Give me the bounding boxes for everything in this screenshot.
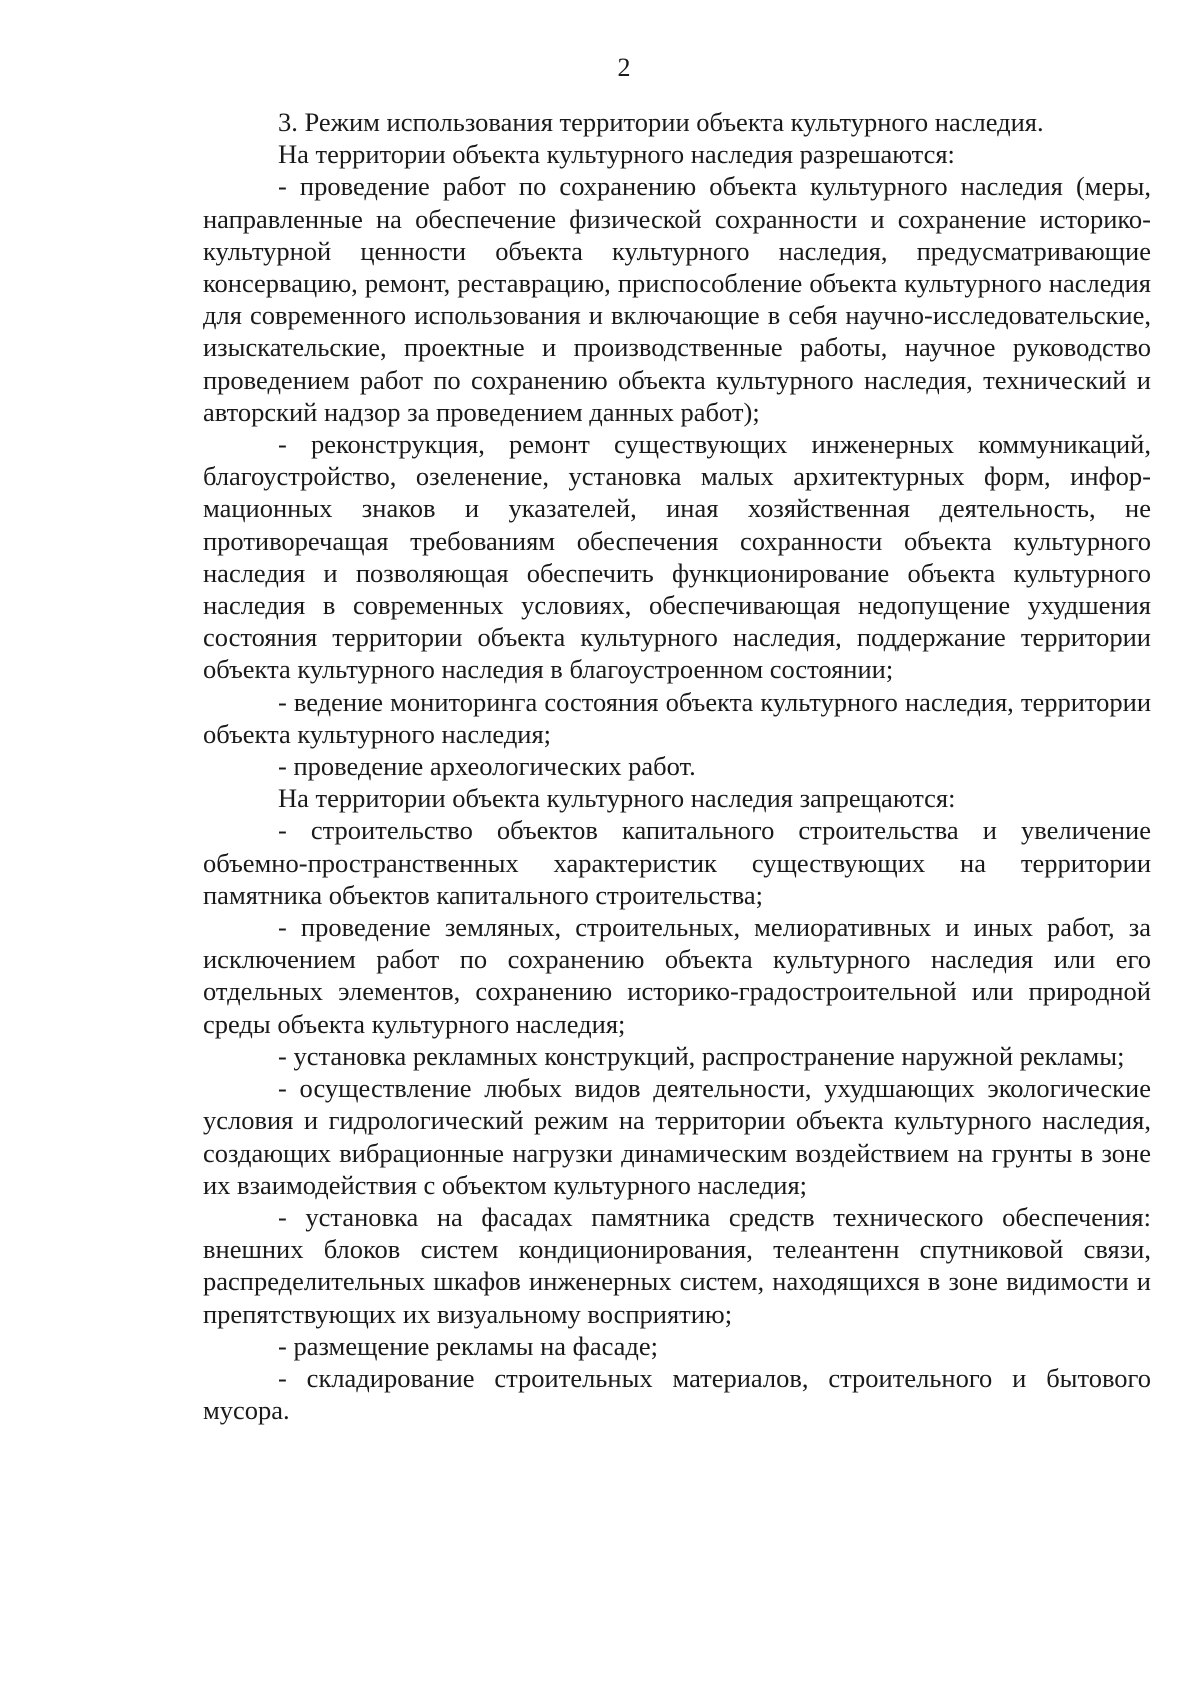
- prohibited-item: - установка на фасадах памятника средств технического обеспечения: внешних блоков систем кондиционирования, телеантенн спутниковой связи, распределительных шкафов инженерных систем, находящихся в зоне видимости и препятствующих их визуальному восприятию;: [203, 1201, 1151, 1329]
- permitted-item: - реконструкция, ремонт существующих инженерных коммуникаций, благоустройство, озеленение, установка малых архитектурных форм, информационных знаков и указателей, иная хозяйственная деятельность, не противоречащая требованиям обеспечения сохранности объекта культурного наследия и позволяющая обеспечить функционирование объекта культурного наследия в современных условиях, обеспечивающая недопущение ухудшения состояния территории объекта культурного наследия, поддержание территории объекта культурного наследия в благоустроенном состоянии;: [203, 429, 1151, 685]
- prohibited-item: - установка рекламных конструкций, распространение наружной рекламы;: [278, 1040, 1125, 1071]
- document-body: [203, 106, 1151, 1426]
- permitted-item: - проведение работ по сохранению объекта культурного наследия (меры, направленные на обеспечение физической сохранности и сохранение историко-культурной ценности объекта культурного наследия, предусматривающие консервацию, ремонт, реставрацию, приспособление объекта культурного наследия для современного использования и включающие в себя научно-исследовательские, изыскательские, проектные и производственные работы, научное руководство проведением работ по сохранению объекта культурного наследия, технический и авторский надзор за проведением данных работ);: [203, 171, 1151, 427]
- permitted-item: - проведение археологических работ.: [278, 751, 696, 782]
- prohibited-item: - строительство объектов капитального строительства и увеличение объемно-пространственных характеристик существующих на территории памятника объектов капитального строительства;: [203, 815, 1151, 910]
- prohibited-item: - размещение рекламы на фасаде;: [278, 1330, 659, 1361]
- prohibited-item: - осуществление любых видов деятельности, ухудшающих экологические условия и гидрологический режим на территории объекта культурного наследия, создающих вибрационные нагрузки динамическим воздействием на грунты в зоне их взаимодействия с объектом культурного наследия;: [203, 1073, 1151, 1200]
- prohibited-item: - складирование строительных материалов, строительного и бытового мусора.: [203, 1362, 1151, 1426]
- prohibited-intro: На территории объекта культурного наследия запрещаются:: [278, 783, 956, 814]
- prohibited-item: - проведение земляных, строительных, мелиоративных и иных работ, за исключением работ по сохранению объекта культурного наследия или его отдельных элементов, сохранению историко-градостроительной или природной среды объекта культурного наследия;: [203, 912, 1151, 1039]
- page-number: 2: [617, 53, 631, 82]
- section-heading: 3. Режим использования территории объекта культурного наследия.: [278, 107, 1044, 137]
- permitted-intro: На территории объекта культурного наследия разрешаются:: [278, 139, 955, 170]
- permitted-item: - ведение мониторинга состояния объекта культурного наследия, территории объекта культурного наследия;: [203, 686, 1151, 749]
